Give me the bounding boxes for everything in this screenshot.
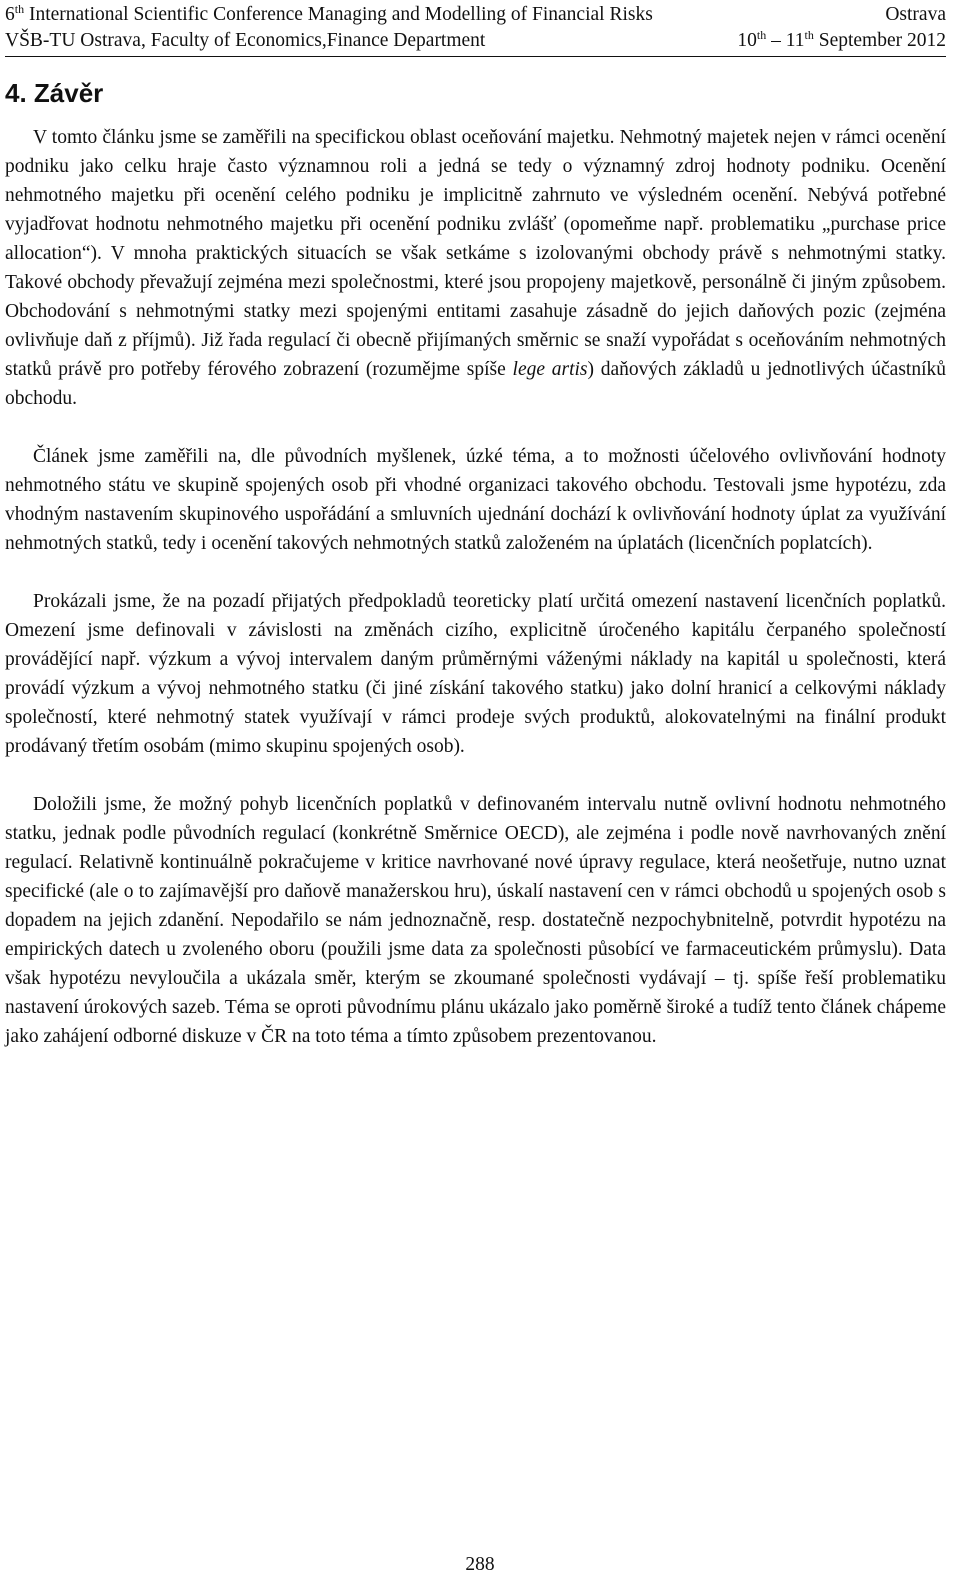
page-number: 288 <box>465 1554 495 1575</box>
section-heading: 4. Závěr <box>5 78 104 108</box>
conference-date: 10th – 11th September 2012 <box>737 28 946 51</box>
header-line-1 <box>5 2 946 28</box>
conference-title: 6th International Scientific Conference Managing and Modelling of Financial Risks <box>5 2 653 25</box>
paragraph-3: Prokázali jsme, že na pozadí přijatých předpokladů teoreticky platí určitá omezení nastavení licenčních poplatků. Omezení jsme definovali v závislosti na změnách cizího, explicitně úročeného kapitálu čerpaného společností provádějící např. výzkum a vývoj intervalem daným průměrnými váženými náklady na kapitál u společnosti, která provádí výzkum a vývoj nehmotného statku (či jiné získání takového statku) jako dolní hranicí a celkovými náklady společností, které nehmotný statek využívají v rámci prodeje svých produktů, alokovatelnými na finální produkt prodávaný třetím osobám (mimo skupinu spojených osob). <box>5 591 946 757</box>
header-divider <box>5 56 946 57</box>
latin-phrase: lege artis <box>512 359 588 380</box>
paragraph-1: V tomto článku jsme se zaměřili na specifickou oblast oceňování majetku. Nehmotný majetek nejen v rámci ocenění podniku jako celku hraje často významnou roli a jedná se tedy o významný zdroj hodnoty podniku. Ocenění nehmotného majetku při ocenění celého podniku je implicitně zahrnuto ve výsledném ocenění. Nebývá potřebné vyjadřovat hodnotu nehmotného majetku při ocenění podniku zvlášť (opomeňme např. problematiku „purchase price allocation“). V mnoha praktických situacích se však setkáme s izolovanými obchody právě s nehmotnými statky. Takové obchody převažují zejména mezi společnostmi, které jsou propojeny majetkově, personálně či jiným způsobem. Obchodování s nehmotnými statky mezi spojenými entitami zasahuje zásadně do jejich daňových pozic (zejména ovlivňuje daň z příjmů). Již řada regulací či obecně přijímaných směrnic se snaží vypořádat s oceňováním nehmotných statků právě pro potřeby férového zobrazení (rozumějme spíše lege artis) daňových základů u jednotlivých účastníků obchodu. <box>5 127 947 409</box>
paragraph-2: Článek jsme zaměřili na, dle původních myšlenek, úzké téma, a to možnosti účelového ovlivňování hodnoty nehmotného státu ve skupině spojených osob při vhodné organizaci takového obchodu. Testovali jsme hypotézu, zda vhodným nastavením skupinového uspořádání a smluvních ujednání dochází k ovlivňování hodnoty úplat za využívání nehmotných statků, tedy i ocenění takových nehmotných statků založeném na úplatách (licenčních poplatcích). <box>5 446 946 554</box>
conference-organizer: VŠB-TU Ostrava, Faculty of Economics,Finance Department <box>5 30 486 51</box>
conference-city: Ostrava <box>885 4 946 25</box>
section-body <box>5 123 946 1051</box>
page-header <box>5 2 946 54</box>
paragraph-4: Doložili jsme, že možný pohyb licenčních poplatků v definovaném intervalu nutně ovlivní hodnotu nehmotného statku, jednak podle původních regulací (konkrétně Směrnice OECD), ale zejména i podle nově navrhovaných znění regulací. Relativně kontinuálně pokračujeme v kritice navrhované nové úpravy regulace, která neošetřuje, nutno uznat specifické (ale o to zajímavější pro daňově manažerskou hru), úskalí nastavení cen v rámci obchodů u spojených osob s dopadem na jejich zdanění. Nepodařilo se nám jednoznačně, resp. dostatečně nezpochybnitelně, potvrdit hypotézu na empirických datech u zvoleného oboru (použili jsme data za společnosti působící ve farmaceutickém průmyslu). Data však hypotézu nevyloučila a ukázala směr, kterým se zkoumané společnosti vydávají – tj. spíše řeší problematiku nastavení úrokových sazeb. Téma se oproti původnímu plánu ukázalo jako poměrně široké a tudíž tento článek chápeme jako zahájení odborné diskuze v ČR na toto téma a tímto způsobem prezentovanou. <box>5 794 946 1047</box>
header-line-2 <box>5 28 946 54</box>
